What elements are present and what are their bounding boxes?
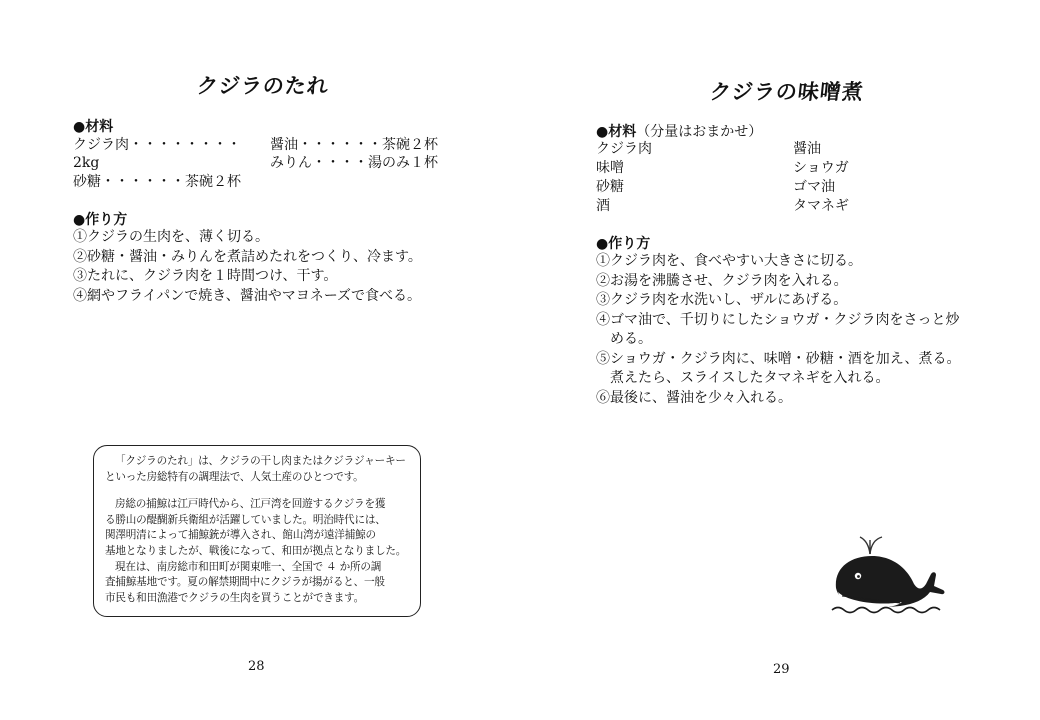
page-number-left: 28	[248, 659, 265, 674]
material-item: 味噌	[596, 160, 624, 176]
step-item: ④網やフライパンで焼き、醤油やマヨネーズで食べる。	[73, 287, 422, 304]
whale-illustration-icon	[830, 528, 950, 616]
step-item: ⑥最後に、醤油を少々入れる。	[596, 389, 792, 406]
material-item: クジラ肉・・・・・・・・	[73, 137, 241, 153]
materials-heading-right: ●材料（分量はおまかせ）	[596, 124, 763, 140]
step-item: ⑤ショウガ・クジラ肉に、味噌・砂糖・酒を加え、煮る。	[596, 350, 961, 367]
step-item: める。	[596, 331, 652, 347]
step-item: 煮えたら、スライスしたタマネギを入れる。	[596, 370, 890, 386]
sidebar-line: といった房総特有の調理法で、人気土産のひとつです。	[105, 470, 364, 483]
steps-list-right	[596, 252, 961, 408]
steps-list-left	[73, 228, 422, 306]
step-item: ②お湯を沸騰させ、クジラ肉を入れる。	[596, 272, 848, 289]
material-item: タマネギ	[793, 198, 849, 214]
sidebar-line: 現在は、南房総市和田町が関東唯一、全国で ４ か所の調	[115, 560, 382, 573]
sidebar-line: 基地となりましたが、戦後になって、和田が拠点となりました。	[105, 544, 407, 557]
sidebar-line: 房総の捕鯨は江戸時代から、江戸湾を回遊するクジラを獲	[115, 498, 386, 511]
sidebar-line: 査捕鯨基地です。夏の解禁期間中にクジラが揚がると、一般	[105, 576, 385, 589]
step-item: ②砂糖・醤油・みりんを煮詰めたれをつくり、冷ます。	[73, 248, 422, 265]
sidebar-line: 市民も和田漁港でクジラの生肉を買うことができます。	[105, 591, 364, 604]
sidebar-line: る勝山の醍醐新兵衛組が活躍していました。明治時代には、	[105, 513, 386, 526]
material-item: 酒	[596, 198, 610, 214]
steps-heading-right: ●作り方	[596, 236, 651, 252]
sidebar-line: 関澤明清によって捕鯨銃が導入され、館山湾が遠洋捕鯨の	[105, 529, 376, 542]
sidebar-line: 「クジラのたれ」は、クジラの干し肉またはクジラジャーキー	[115, 455, 406, 467]
recipe-title-left: クジラのたれ	[195, 74, 331, 98]
material-item: クジラ肉	[596, 141, 652, 157]
step-item: ④ゴマ油で、千切りにしたショウガ・クジラ肉をさっと炒	[596, 311, 960, 328]
material-item: 砂糖・・・・・・茶碗２杯	[73, 174, 241, 190]
material-item: みりん・・・・湯のみ１杯	[270, 155, 438, 171]
material-item: 醤油	[793, 141, 821, 157]
material-item: ショウガ	[793, 160, 849, 176]
right-page	[520, 0, 1040, 720]
step-item: ③たれに、クジラ肉を１時間つけ、干す。	[73, 268, 338, 284]
step-item: ①クジラの生肉を、薄く切る。	[73, 229, 269, 245]
step-item: ③クジラ肉を水洗いし、ザルにあげる。	[596, 292, 848, 308]
step-item: ①クジラ肉を、食べやすい大きさに切る。	[596, 253, 862, 269]
material-item: ゴマ油	[793, 179, 835, 195]
steps-heading-left: ●作り方	[73, 212, 128, 228]
recipe-title-right: クジラの味噌煮	[708, 80, 866, 104]
info-sidebar-box	[93, 445, 421, 617]
material-item: 醤油・・・・・・茶碗２杯	[270, 137, 438, 153]
material-item: 砂糖	[596, 179, 624, 195]
page-number-right: 29	[773, 662, 790, 677]
material-item: 2kg	[73, 155, 100, 171]
materials-heading-left: ●材料	[73, 119, 114, 135]
